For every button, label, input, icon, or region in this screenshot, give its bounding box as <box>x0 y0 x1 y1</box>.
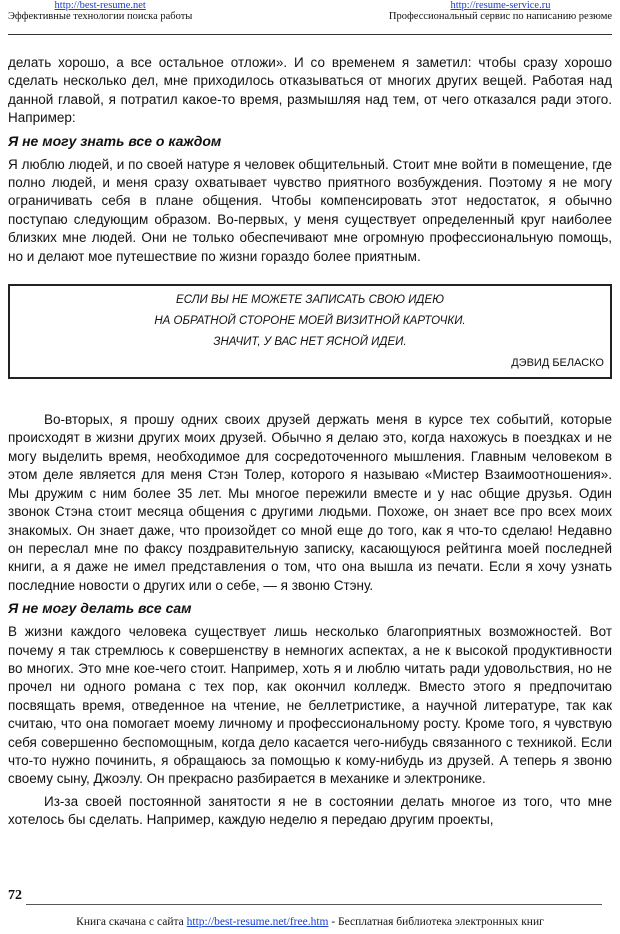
header-right-link[interactable]: http://resume-service.ru <box>450 0 551 11</box>
footer-link[interactable]: http://best-resume.net/free.htm <box>186 916 329 928</box>
section-heading-1: Я не могу знать все о каждом <box>8 132 222 149</box>
quote-line-2: НА ОБРАТНОЙ СТОРОНЕ МОЕЙ ВИЗИТНОЙ КАРТОЧКИ. <box>154 315 466 328</box>
header-divider <box>8 34 612 35</box>
header-left-link[interactable]: http://best-resume.net <box>54 0 146 11</box>
quote-line-1: ЕСЛИ ВЫ НЕ МОЖЕТЕ ЗАПИСАТЬ СВОЮ ИДЕЮ <box>176 294 444 307</box>
header-left <box>8 0 192 22</box>
page-footer <box>0 916 620 928</box>
header-left-text: Эффективные технологии поиска работы <box>8 11 193 22</box>
footer-divider <box>26 904 602 905</box>
quote-box <box>8 284 612 379</box>
section-heading-2: Я не могу делать все сам <box>8 600 192 617</box>
paragraph-2: Я люблю людей, и по своей натуре я человек общительный. Стоит мне войти в помещение, где полно людей, и меня сразу охватывает чувство приятного возбуждения. Поэтому я не могу ограничивать себя в плане общения. Чтобы компенсировать этот недостаток, я обычно поступаю следующим образом. Во-первых, у меня существует определенный круг наиболее близких мне людей. Они не только обеспечивают мне огромную профессиональную помощь, но и делают мое путешествие по жизни гораздо более приятным. <box>8 156 612 264</box>
quote-line-3: ЗНАЧИТ, У ВАС НЕТ ЯСНОЙ ИДЕИ. <box>213 336 407 349</box>
paragraph-1: делать хорошо, а все остальное отложи». И со временем я заметил: чтобы сразу хорошо сделать несколько дел, мне приходилось отказываться от многих других вещей. Работая над данной главой, я потратил какое-то время, размышляя над тем, от чего отказался ради этого. Например: <box>8 55 612 126</box>
page-number: 72 <box>8 888 22 903</box>
header-right-text: Профессиональный сервис по написанию резюме <box>388 11 612 22</box>
paragraph-5: Из-за своей постоянной занятости я не в состоянии делать многое из того, что мне хотелось бы сделать. Например, каждую неделю я передаю другим проекты, <box>8 793 612 828</box>
header-right <box>389 0 612 22</box>
page-header <box>8 0 612 34</box>
paragraph-3: Во-вторых, я прошу одних своих друзей держать меня в курсе тех событий, которые происходят в жизни других моих друзей. Обычно я делаю это, когда нахожусь в поездках и не могу выделить время, необходимое для сосредоточенного мышления. Главным человеком в этом деле является для меня Стэн Толер, которого я называю «Мистер Взаимоотношения». Мы дружим с ним более 35 лет. Мы многое пережили вместе и у нас общие друзья. Один звонок Стэна стоит месяца общения с другими людьми. Похоже, он знает все про всех моих знакомых. Он знает даже, что произойдет со мной еще до того, как я что-то сделаю! Недавно он переслал мне по факсу поздравительную записку, касающуюся рейтинга моей последней книги, а я даже не имел представления о том, что она вышла из печати. Если я хочу узнать последние новости о других или о себе, — я звоню Стэну. <box>8 412 612 593</box>
paragraph-4: В жизни каждого человека существует лишь несколько благоприятных возможностей. Вот почему я так стремлюсь к совершенству в немногих аспектах, а не к высокой продуктивности во многих. Это мне кое-чего стоит. Например, хоть я и люблю читать ради удовольствия, но не прочел ни одного романа с тех пор, как окончил колледж. Вместо этого я предпочитаю посвящать время, отведенное на чтение, не беллетристике, а научной литературе, так как считаю, что она помогает моему личному и профессиональному росту. Кроме того, я чувствую себя совершенно беспомощным, когда дело касается чего-нибудь связанного с техникой. Если что-то нужно починить, я обращаюсь за помощью к кому-нибудь из друзей. А теперь я звоню своему сыну, Джоэлу. Он прекрасно разбирается в механике и электронике. <box>8 624 612 787</box>
footer-prefix: Книга скачана с сайта <box>76 916 187 928</box>
page-content <box>8 54 612 830</box>
footer-suffix: - Бесплатная библиотека электронных книг <box>328 916 544 928</box>
quote-author: ДЭВИД БЕЛАСКО <box>511 357 604 370</box>
